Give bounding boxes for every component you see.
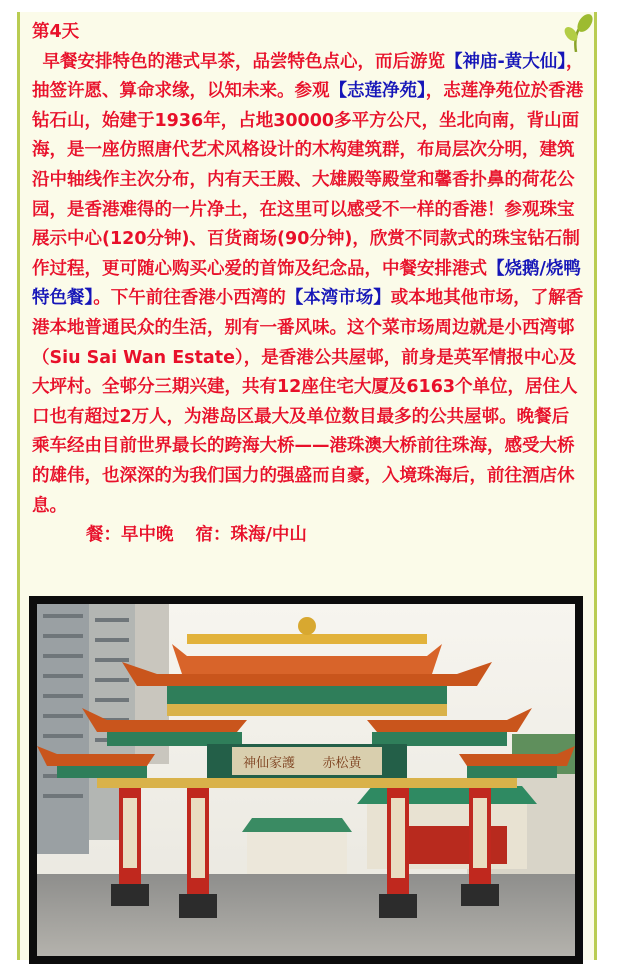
lodging-info: 宿：珠海/中山 [195,525,307,546]
meals-info: 餐：早中晚 [86,525,174,546]
highlight-local-market: 【本湾市场】 [285,288,391,309]
highrise-left [37,604,89,854]
day-title: 第4天 [32,22,80,42]
desc-text-3: ，志莲净苑位於香港钻石山，始建于1936年，占地30000多平方公尺，坐北向南，背山面海，是一座仿照唐代艺术风格设计的木构建筑群，布局层次分明，建筑沿中轴线作主次分布，内有天王殿、大雄殿等殿堂和馨香扑鼻的荷花公园，是香港难得的一片净土，在这里可以感受不一样的香港！参观珠宝展示中心(120分钟)、百货商场(90分钟)，欣赏不同款式的珠宝钻石制作过程，更可随心购买心爱的首饰及纪念品，中餐安排港式 [32,81,584,279]
highlight-chi-lin-nunnery: 【志莲净苑】 [329,81,426,102]
highlight-roast-goose-meal: 【烧鹅/烧鸭特色餐】 [32,258,581,309]
day-description [32,48,584,522]
gate-plaque-text-left: 神仙家護 [242,756,296,771]
desc-text-5: 或本地其他市场，了解香港本地普通民众的生活，别有一番风味。这个菜市场周边就是小西湾邨（Siu Sai Wan Estate），是香港公共屋邨，前身是英军情报中心及大坪村。全邨分三期兴建，共有12座住宅大厦及6163个单位，居住人口也有超过2万人，为港岛区最大及单位数目最多的公共屋邨。晚餐后乘车经由目前世界最长的跨海大桥——港珠澳大桥前往珠海，感受大桥的雄伟，也深深的为我们国力的强盛而自豪，入境珠海后，前往酒店休息。 [32,288,584,516]
desc-text-4: 。下午前往香港小西湾的 [93,288,286,309]
temple-gate-photo [29,596,583,964]
itinerary-text [32,18,584,551]
desc-text-1: 早餐安排特色的港式早茶，品尝特色点心，而后游览 [42,51,445,72]
temple-gate-illustration [37,604,575,956]
gate-plaque-text-right: 赤松黄 [322,756,362,771]
desc-text-2: ，抽签许愿、算命求缘，以知未来。参观 [32,51,584,102]
meal-lodging-line [32,521,584,551]
highlight-wong-tai-sin: 【神庙-黄大仙】 [445,51,567,72]
